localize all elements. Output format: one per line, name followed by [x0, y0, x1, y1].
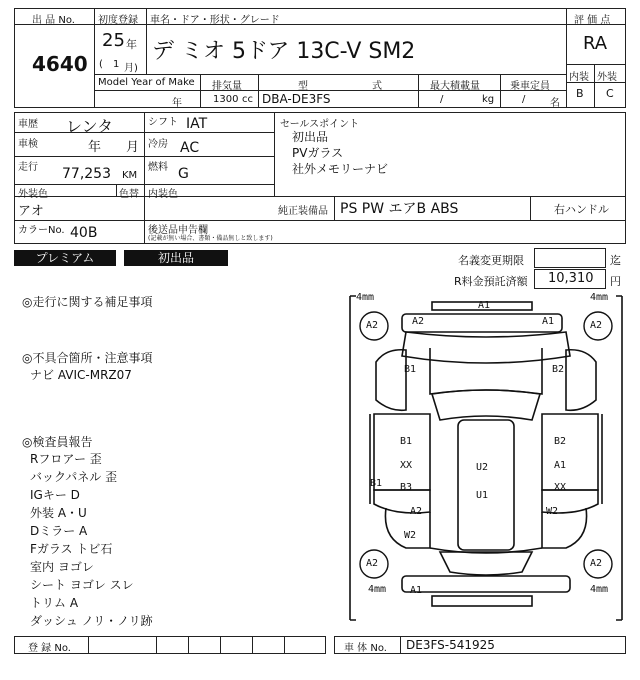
max-load-unit: kg [482, 94, 495, 105]
car-label: 車名・ドア・形状・グレード [150, 15, 280, 26]
inspector-line: シート ヨゴレ スレ [30, 578, 134, 592]
inspector-line: ダッシュ ノリ・ノリ跡 [30, 614, 153, 628]
inspector-line: Rフロアー 歪 [30, 452, 102, 466]
damage-left-door-2: XX [400, 460, 413, 471]
name-change-label: 名義変更期限 [458, 254, 524, 267]
equipment-value: PS PW エアB ABS [340, 201, 459, 217]
color-no-label: カラーNo. [18, 225, 65, 236]
model-code: DBA-DE3FS [262, 92, 331, 106]
lot-label: 出 品 No. [32, 15, 75, 26]
car-damage-diagram [346, 290, 626, 626]
damage-rear-bumper: A1 [410, 585, 423, 596]
damage-front-bumper-top: A1 [478, 300, 491, 311]
tire-tread-top-right: 4mm [590, 292, 609, 303]
lot-number: 4640 [32, 52, 88, 76]
max-load-label: 最大積載量 [430, 81, 480, 92]
tire-tread-bottom-left: 4mm [368, 584, 387, 595]
interior-label: 内装 [569, 72, 589, 83]
shift-label: シフト [148, 117, 178, 128]
month-value: 1 [113, 59, 120, 70]
inspector-line: IGキー D [30, 488, 80, 502]
color-change-label: 色替 [119, 189, 139, 200]
inspection-month: 月 [126, 140, 140, 155]
name-change-suffix: 迄 [610, 254, 621, 267]
inspector-line: Fガラス トビ石 [30, 542, 113, 556]
damage-roof-front: U2 [476, 462, 489, 473]
sales-point-1: 初出品 [292, 130, 329, 144]
driving-notes-title: ◎走行に関する補足事項 [22, 295, 153, 309]
damage-rear-right-wheel: A2 [590, 558, 603, 569]
capacity-label: 乗車定員 [510, 81, 550, 92]
damage-left-front-door: B1 [400, 436, 413, 447]
tire-tread-bottom-right: 4mm [590, 584, 609, 595]
inspector-line: 外装 A・U [30, 506, 87, 520]
inspector-line: バックパネル 歪 [30, 470, 118, 484]
damage-rear-left-wheel: A2 [366, 558, 379, 569]
sales-point-3: 社外メモリーナビ [292, 162, 389, 176]
steering-value: 右ハンドル [554, 203, 609, 216]
year-value: 25 [102, 30, 125, 51]
ac-value: AC [180, 140, 200, 156]
score-label: 評 価 点 [574, 15, 611, 26]
damage-roof-rear: U1 [476, 490, 489, 501]
capacity-sep: / [522, 94, 526, 105]
fuel-label: 燃料 [148, 162, 168, 173]
displacement-value: 1300 [213, 94, 239, 105]
history-value: レンタ [66, 117, 113, 136]
score-value: RA [583, 33, 608, 54]
defects-title: ◎不具合箇所・注意事項 [22, 351, 153, 365]
first-reg-label: 初度登録 [98, 15, 138, 26]
history-label: 車歴 [18, 119, 38, 130]
inspector-line: トリム A [30, 596, 79, 610]
damage-front-bumper-left: A2 [412, 316, 425, 327]
damage-right-door-2: A1 [554, 460, 567, 471]
damage-left-sill: B1 [370, 478, 383, 489]
ext-color-label: 外装色 [18, 189, 48, 200]
tire-tread-top-left: 4mm [356, 292, 375, 303]
max-load-sep: / [440, 94, 444, 105]
car-outline-drawing [346, 290, 626, 626]
defect-line: ナビ AVIC-MRZ07 [30, 368, 132, 382]
inspector-line: Dミラー A [30, 524, 88, 538]
damage-front-bumper-right: A1 [542, 316, 555, 327]
type-label-2: 式 [372, 81, 382, 92]
mileage-value: 77,253 [62, 166, 111, 182]
recycle-label: R料金預託済額 [454, 275, 528, 288]
displacement-label: 排気量 [212, 81, 242, 92]
int-color-label: 内装色 [148, 189, 178, 200]
damage-right-quarter: W2 [546, 506, 559, 517]
inspection-label: 車検 [18, 139, 38, 150]
inspector-title: ◎検査員報告 [22, 435, 93, 449]
month-unit: 月) [124, 63, 138, 74]
damage-right-front-door: B2 [554, 436, 567, 447]
fuel-value: G [178, 166, 189, 182]
chassis-number: DE3FS-541925 [406, 638, 495, 652]
sales-point-2: PVガラス [292, 146, 344, 160]
recycle-value: 10,310 [548, 271, 594, 286]
damage-front-right-wheel: A2 [590, 320, 603, 331]
year-unit: 年 [126, 38, 137, 51]
inspector-line: 室内 ヨゴレ [30, 560, 94, 574]
capacity-unit: 名 [550, 98, 560, 109]
damage-front-left-fender: B1 [404, 364, 417, 375]
inspection-year: 年 [88, 140, 102, 155]
damage-front-left-wheel: A2 [366, 320, 379, 331]
documents-label: 後送品申告欄 [148, 225, 208, 236]
documents-note: (記載が無い場合、書類・備品無しと致します) [148, 235, 273, 242]
damage-front-right-fender: B2 [552, 364, 565, 375]
chassis-label: 車 体 No. [344, 643, 387, 654]
premium-badge: プレミアム [14, 250, 116, 266]
sales-points-label: セールスポイント [280, 119, 360, 130]
shift-value: IAT [186, 116, 208, 132]
registration-label: 登 録 No. [28, 643, 71, 654]
name-change-box [534, 248, 606, 268]
month-open: ( [99, 59, 103, 70]
equipment-label: 純正装備品 [278, 206, 328, 217]
damage-left-quarter: A2 [410, 506, 423, 517]
mileage-unit: KM [122, 170, 138, 181]
recycle-unit: 円 [610, 275, 621, 288]
displacement-unit: cc [242, 94, 253, 105]
model-year-unit: 年 [172, 98, 182, 109]
mileage-label: 走行 [18, 162, 38, 173]
damage-left-rear-door: B3 [400, 482, 413, 493]
damage-right-rear-door: XX [554, 482, 567, 493]
exterior-grade: C [606, 87, 614, 100]
car-name: デ ミオ 5ドア 13C-V SM2 [152, 39, 416, 64]
ext-color-value: アオ [18, 204, 44, 219]
type-label: 型 [298, 81, 308, 92]
ac-label: 冷房 [148, 139, 168, 150]
interior-grade: B [576, 87, 584, 100]
model-year-label: Model Year of Make [98, 77, 195, 88]
first-listing-badge: 初出品 [124, 250, 228, 266]
damage-left-rear: W2 [404, 530, 417, 541]
exterior-label: 外装 [597, 72, 617, 83]
color-no-value: 40B [70, 225, 98, 241]
